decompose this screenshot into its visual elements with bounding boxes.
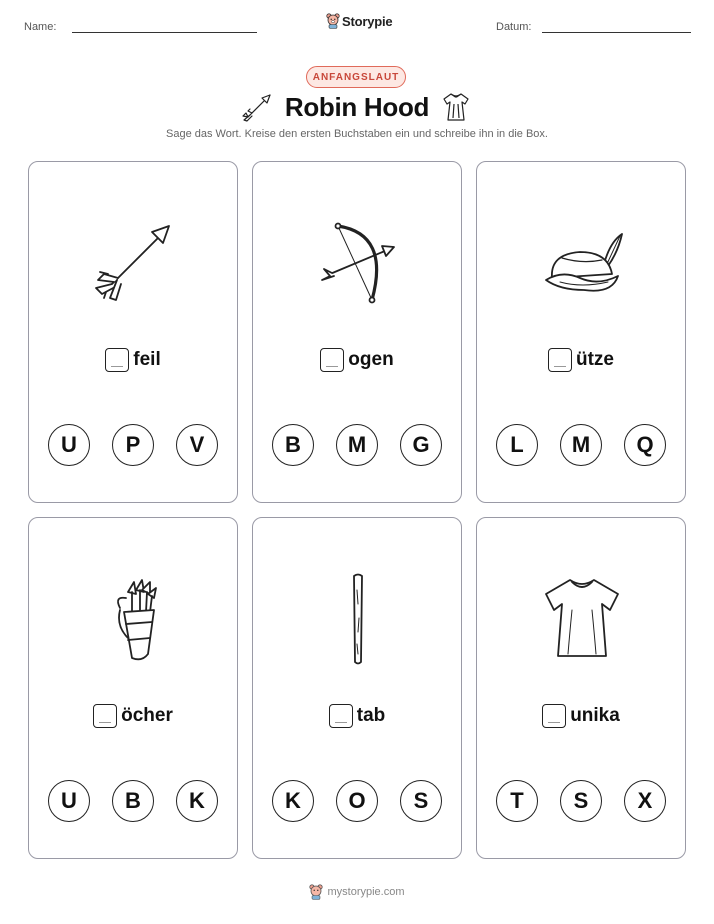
date-field[interactable] [542, 32, 691, 33]
answer-box[interactable] [548, 348, 572, 372]
tunic-icon [532, 570, 632, 670]
letter-choice[interactable]: O [336, 780, 378, 822]
letter-choice[interactable]: L [496, 424, 538, 466]
bear-mascot-icon [309, 884, 323, 900]
tunic-icon [440, 90, 472, 124]
quiver-icon [84, 570, 184, 670]
letter-choices [477, 424, 685, 466]
answer-box[interactable] [105, 348, 129, 372]
answer-box[interactable] [542, 704, 566, 728]
word-row [477, 348, 685, 372]
letter-choice[interactable]: S [400, 780, 442, 822]
word-card-1 [28, 161, 238, 503]
bow-icon [308, 214, 408, 314]
letter-choice[interactable]: P [112, 424, 154, 466]
word-rest: öcher [121, 705, 173, 726]
letter-choices [253, 780, 461, 822]
letter-choice[interactable]: G [400, 424, 442, 466]
bear-mascot-icon [326, 13, 340, 29]
letter-choice[interactable]: U [48, 424, 90, 466]
letter-choice[interactable]: V [176, 424, 218, 466]
brand-logo [326, 13, 392, 29]
letter-choices [477, 780, 685, 822]
letter-choice[interactable]: X [624, 780, 666, 822]
letter-choice[interactable]: K [176, 780, 218, 822]
topic-badge: ANFANGSLAUT [306, 66, 406, 88]
letter-choice[interactable]: K [272, 780, 314, 822]
title-row [0, 90, 714, 126]
arrow-icon [84, 214, 184, 314]
brand-name: Storypie [342, 13, 393, 29]
word-row [253, 704, 461, 728]
footer-link[interactable]: mystorypie.com [327, 886, 405, 898]
letter-choice[interactable]: B [112, 780, 154, 822]
page-title: Robin Hood [284, 92, 430, 122]
word-rest: ütze [576, 349, 614, 370]
letter-choice[interactable]: S [560, 780, 602, 822]
word-rest: tab [356, 705, 386, 726]
word-row [477, 704, 685, 728]
staff-icon [308, 570, 408, 670]
word-card-2 [252, 161, 462, 503]
name-label: Name: [24, 21, 57, 33]
letter-choice[interactable]: T [496, 780, 538, 822]
instructions: Sage das Wort. Kreise den ersten Buchstaben ein und schreibe ihn in die Box. [166, 128, 548, 140]
answer-box[interactable] [329, 704, 353, 728]
answer-box[interactable] [320, 348, 344, 372]
letter-choice[interactable]: B [272, 424, 314, 466]
letter-choice[interactable]: Q [624, 424, 666, 466]
word-row [29, 348, 237, 372]
letter-choice[interactable]: U [48, 780, 90, 822]
letter-choice[interactable]: M [336, 424, 378, 466]
word-row [29, 704, 237, 728]
word-card-4 [28, 517, 238, 859]
word-card-5 [252, 517, 462, 859]
word-row [253, 348, 461, 372]
word-card-6 [476, 517, 686, 859]
letter-choices [29, 780, 237, 822]
name-field[interactable] [72, 32, 257, 33]
letter-choices [29, 424, 237, 466]
word-rest: unika [570, 705, 620, 726]
letter-choice[interactable]: M [560, 424, 602, 466]
word-card-3 [476, 161, 686, 503]
letter-choices [253, 424, 461, 466]
worksheet-header [0, 0, 714, 50]
hat-icon [532, 214, 632, 314]
word-rest: ogen [348, 349, 394, 370]
word-rest: feil [133, 349, 161, 370]
footer [0, 884, 714, 900]
date-label: Datum: [496, 21, 532, 33]
answer-box[interactable] [93, 704, 117, 728]
